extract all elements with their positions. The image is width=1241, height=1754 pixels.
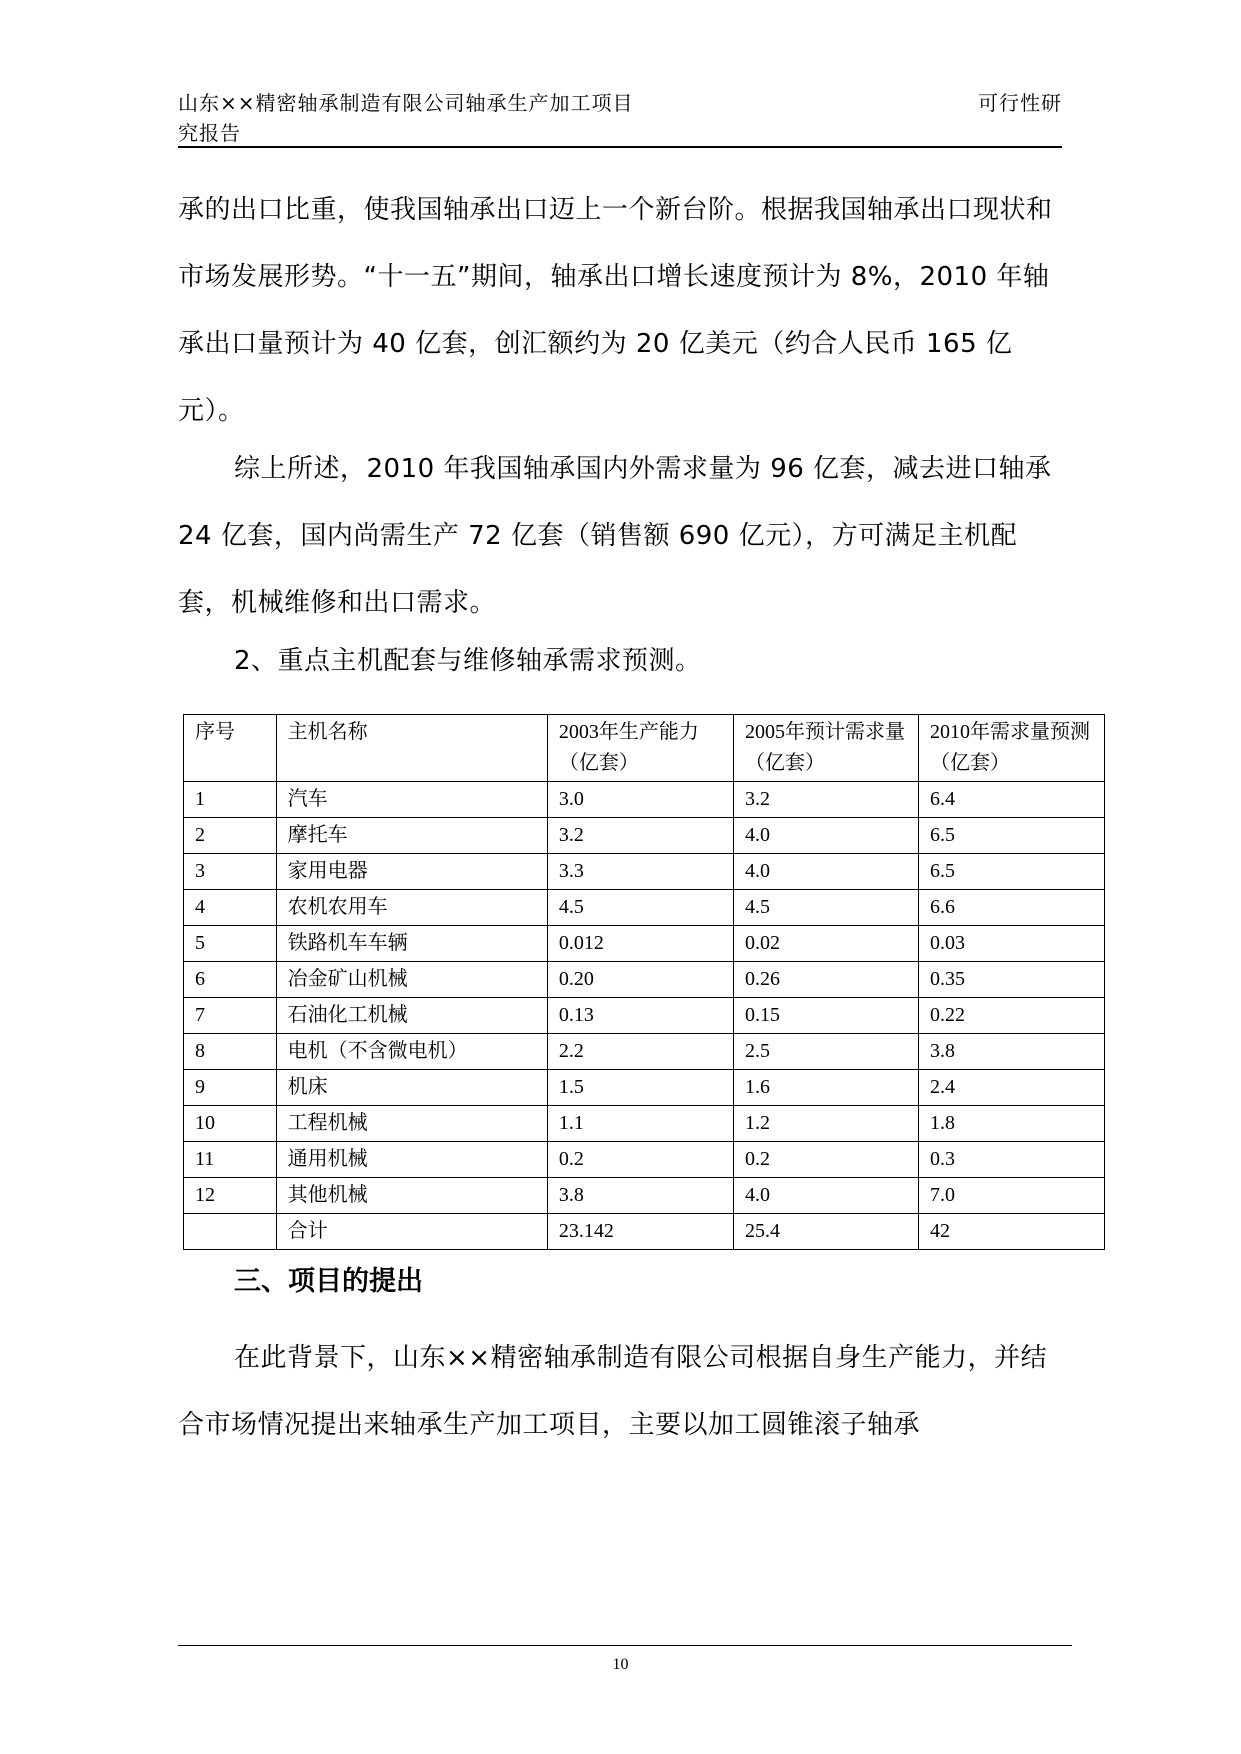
table-row [184,1106,1105,1142]
table-cell: 0.2 [733,1142,918,1178]
table-row [184,1178,1105,1214]
column-header-2005-demand: 2005年预计需求量（亿套） [733,715,918,782]
table-cell: 4.5 [733,890,918,926]
table-row [184,998,1105,1034]
table-cell: 0.15 [733,998,918,1034]
table-cell: 冶金矿山机械 [276,962,547,998]
table-cell: 1.2 [733,1106,918,1142]
section-heading: 三、项目的提出 [234,1266,423,1297]
column-header-2003-capacity: 2003年生产能力（亿套） [547,715,733,782]
header-title-right: 可行性研 [978,91,1062,115]
table-row [184,926,1105,962]
table-cell: 其他机械 [276,1178,547,1214]
table-row [184,818,1105,854]
table-cell: 石油化工机械 [276,998,547,1034]
table-cell: 6.5 [918,854,1104,890]
table-cell: 7.0 [918,1178,1104,1214]
table-cell: 0.20 [547,962,733,998]
body-paragraph-3: 2、重点主机配套与维修轴承需求预测。 [234,646,702,676]
header-title-continuation: 究报告 [178,121,241,145]
table-cell: 3.8 [918,1034,1104,1070]
table-cell: 1.5 [547,1070,733,1106]
table-cell: 6 [184,962,277,998]
table-cell: 0.26 [733,962,918,998]
table-cell: 3.3 [547,854,733,890]
table-cell: 汽车 [276,782,547,818]
table-cell: 3.0 [547,782,733,818]
table-cell: 通用机械 [276,1142,547,1178]
table-cell: 0.35 [918,962,1104,998]
column-header-index: 序号 [184,715,277,782]
table-cell: 机床 [276,1070,547,1106]
table-cell: 1.8 [918,1106,1104,1142]
table-cell: 4 [184,890,277,926]
table-cell: 4.5 [547,890,733,926]
table-body [184,782,1105,1250]
table-header-row [184,715,1105,782]
table-row [184,962,1105,998]
table-cell: 0.13 [547,998,733,1034]
table-cell: 4.0 [733,854,918,890]
table-cell: 11 [184,1142,277,1178]
table-cell: 23.142 [547,1214,733,1250]
table-row [184,782,1105,818]
table-row [184,890,1105,926]
table-cell: 农机农用车 [276,890,547,926]
footer-divider [178,1645,1072,1646]
header-title [178,88,778,148]
table-cell [184,1214,277,1250]
page-number: 10 [612,1656,629,1673]
table-cell: 4.0 [733,1178,918,1214]
table-cell: 1.1 [547,1106,733,1142]
table-cell: 3.2 [547,818,733,854]
body-paragraph-2: 综上所述，2010 年我国轴承国内外需求量为 96 亿套，减去进口轴承 24 亿套，国内尚需生产 72 亿套（销售额 690 亿元），方可满足主机配套，机械维修和出口需求。 [178,454,1052,618]
table-cell: 3.8 [547,1178,733,1214]
table-cell: 2.4 [918,1070,1104,1106]
table-cell: 2.2 [547,1034,733,1070]
table-cell: 8 [184,1034,277,1070]
table-cell: 5 [184,926,277,962]
table-cell: 1.6 [733,1070,918,1106]
table-cell: 工程机械 [276,1106,547,1142]
table-row [184,1214,1105,1250]
table-cell: 0.22 [918,998,1104,1034]
table-row [184,1070,1105,1106]
table-cell: 12 [184,1178,277,1214]
header-title-text: 山东××精密轴承制造有限公司轴承生产加工项目 [178,91,634,115]
table-cell: 6.6 [918,890,1104,926]
table-cell: 25.4 [733,1214,918,1250]
table-cell: 0.3 [918,1142,1104,1178]
table-cell: 2 [184,818,277,854]
table-row [184,1034,1105,1070]
table-cell: 1 [184,782,277,818]
table-cell: 3 [184,854,277,890]
table-cell: 4.0 [733,818,918,854]
table-cell: 摩托车 [276,818,547,854]
table-cell: 铁路机车车辆 [276,926,547,962]
table-cell: 0.03 [918,926,1104,962]
column-header-2010-forecast: 2010年需求量预测（亿套） [918,715,1104,782]
table-row [184,854,1105,890]
table-cell: 0.2 [547,1142,733,1178]
table-cell: 10 [184,1106,277,1142]
body-paragraph-4: 在此背景下，山东××精密轴承制造有限公司根据自身生产能力，并结合市场情况提出来轴承生产加工项目，主要以加工圆锥滚子轴承 [178,1343,1048,1440]
table-cell: 0.012 [547,926,733,962]
table-cell: 9 [184,1070,277,1106]
body-paragraph-1: 承的出口比重，使我国轴承出口迈上一个新台阶。根据我国轴承出口现状和市场发展形势。“十一五”期间，轴承出口增长速度预计为 8%，2010 年轴承出口量预计为 40 亿套，创汇额约为 20 亿美元（约合人民币 165 亿元）。 [178,195,1053,426]
page-header [178,88,1062,148]
table-cell: 电机（不含微电机） [276,1034,547,1070]
table-cell: 3.2 [733,782,918,818]
bearing-demand-table [183,714,1105,1250]
table-cell: 合计 [276,1214,547,1250]
header-divider [178,146,1062,148]
table-cell: 2.5 [733,1034,918,1070]
table-cell: 7 [184,998,277,1034]
table-cell: 42 [918,1214,1104,1250]
table-cell: 家用电器 [276,854,547,890]
table-cell: 6.5 [918,818,1104,854]
table-cell: 0.02 [733,926,918,962]
column-header-machine-name: 主机名称 [276,715,547,782]
table-cell: 6.4 [918,782,1104,818]
table-row [184,1142,1105,1178]
